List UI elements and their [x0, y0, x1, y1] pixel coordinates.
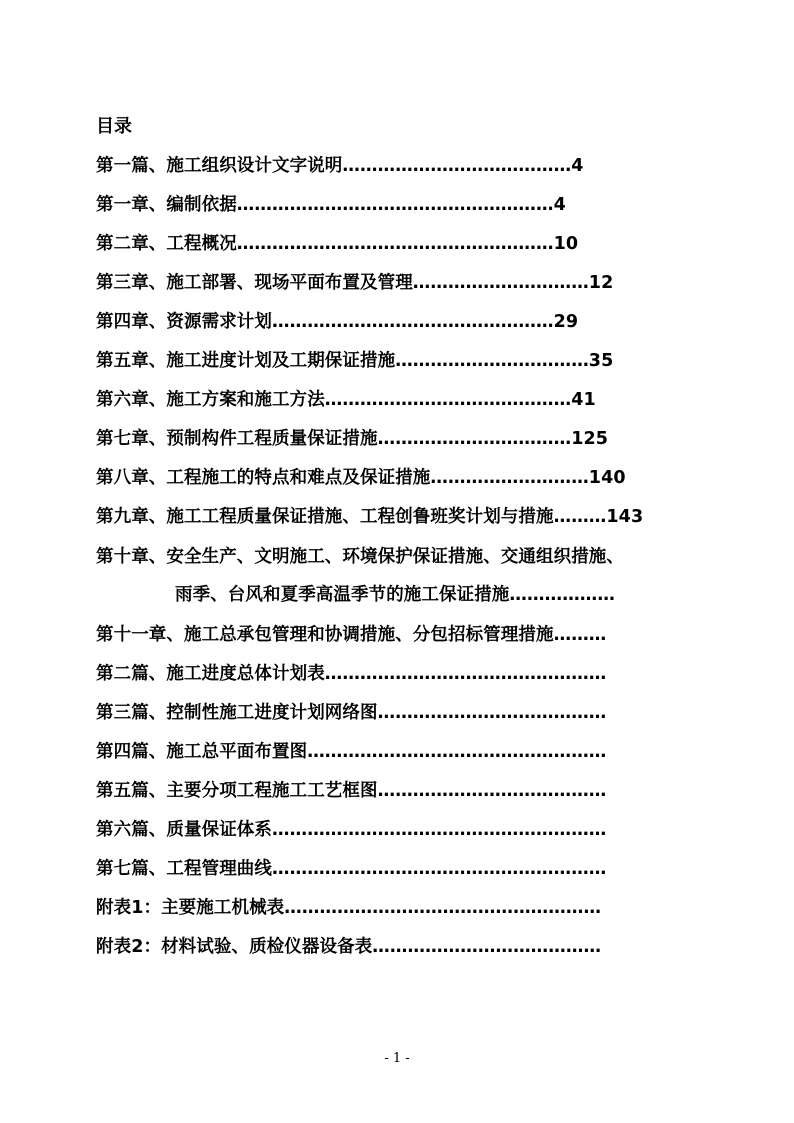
- toc-entry-part-7: 第七篇、工程管理曲线…………………………………………………: [96, 859, 607, 879]
- toc-entry-part-1: 第一篇、施工组织设计文字说明…………………………………4: [96, 156, 584, 176]
- toc-entry-chapter-6: 第六章、施工方案和施工方法……………………………………41: [96, 390, 596, 410]
- toc-entry-chapter-11: 第十一章、施工总承包管理和协调措施、分包招标管理措施………: [96, 625, 607, 645]
- toc-entry-chapter-10-continued: 雨季、台风和夏季高温季节的施工保证措施………………: [175, 585, 615, 605]
- toc-entry-part-5: 第五篇、主要分项工程施工工艺框图…………………………………: [96, 781, 607, 801]
- toc-title: 目录: [96, 116, 132, 137]
- toc-entry-part-6: 第六篇、质量保证体系…………………………………………………: [96, 820, 607, 840]
- toc-entry-chapter-4: 第四章、资源需求计划…………………………………………29: [96, 312, 579, 332]
- toc-entry-part-4: 第四篇、施工总平面布置图……………………………………………: [96, 742, 607, 762]
- toc-entry-chapter-7: 第七章、预制构件工程质量保证措施……………………………125: [96, 429, 609, 449]
- toc-entry-chapter-3: 第三章、施工部署、现场平面布置及管理…………………………12: [96, 273, 614, 293]
- toc-entry-chapter-2: 第二章、工程概况………………………………………………10: [96, 234, 579, 254]
- toc-entry-chapter-1: 第一章、编制依据………………………………………………4: [96, 195, 566, 215]
- toc-entry-chapter-9: 第九章、施工工程质量保证措施、工程创鲁班奖计划与措施………143: [96, 507, 644, 527]
- toc-entry-appendix-1: 附表1：主要施工机械表………………………………………………: [96, 898, 602, 918]
- toc-entry-chapter-5: 第五章、施工进度计划及工期保证措施……………………………35: [96, 351, 614, 371]
- toc-entry-chapter-10: 第十章、安全生产、文明施工、环境保护保证措施、交通组织措施、: [96, 547, 624, 567]
- toc-entry-part-3: 第三篇、控制性施工进度计划网络图…………………………………: [96, 703, 607, 723]
- toc-entry-chapter-8: 第八章、工程施工的特点和难点及保证措施………………………140: [96, 468, 626, 488]
- page-number: - 1 -: [384, 1051, 410, 1066]
- toc-entry-part-2: 第二篇、施工进度总体计划表…………………………………………: [96, 664, 607, 684]
- toc-entry-appendix-2: 附表2：材料试验、质检仪器设备表…………………………………: [96, 937, 602, 957]
